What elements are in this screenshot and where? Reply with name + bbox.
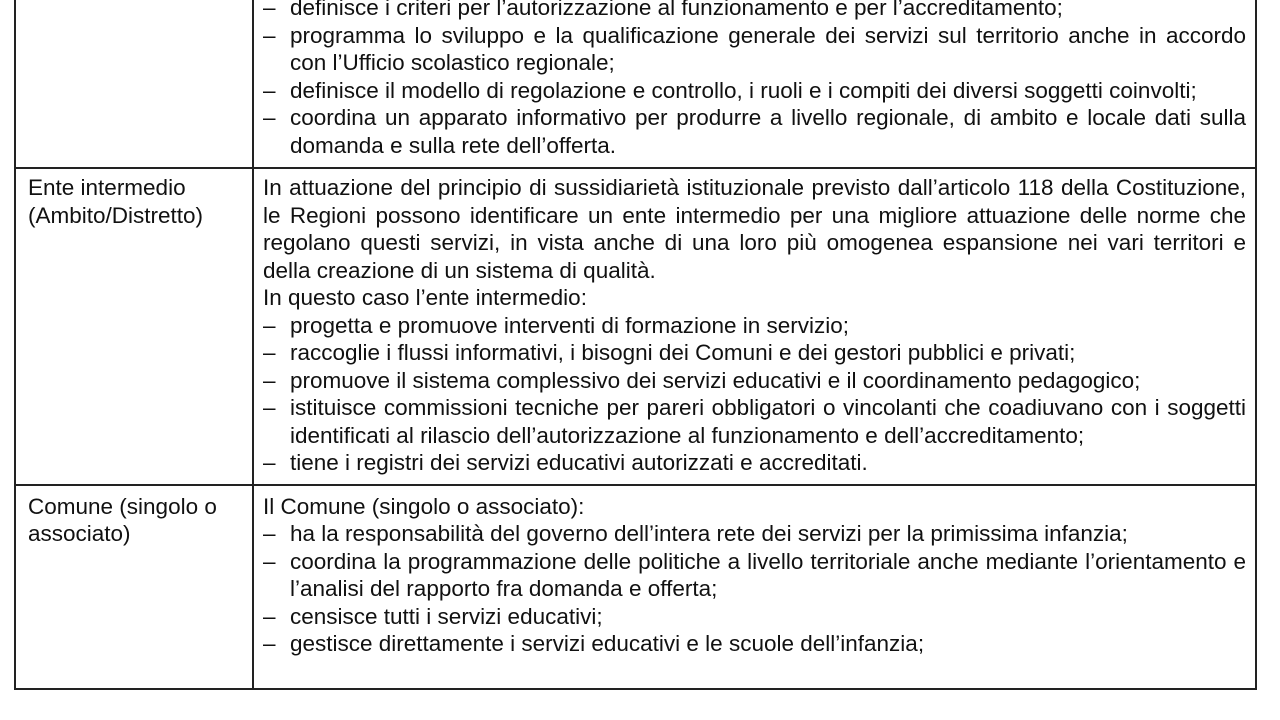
description-paragraph: Il Comune (singolo o associato):: [263, 493, 585, 519]
list-item-text: tiene i registri dei servizi educativi autorizzati e accreditati.: [290, 450, 868, 475]
dash-bullet: –: [263, 312, 276, 338]
dash-bullet: –: [263, 548, 276, 574]
description-cell: [253, 0, 1256, 168]
list-item-text: raccoglie i flussi informativi, i bisogni dei Comuni e dei gestori pubblici e privati;: [290, 340, 1076, 365]
list-item-text: coordina un apparato informativo per produrre a livello regionale, di ambito e locale dati sulla domanda e sulla rete dell’offerta.: [290, 105, 1246, 158]
list-item-text: ha la responsabilità del governo dell’intera rete dei servizi per la primissima infanzia;: [290, 521, 1128, 546]
description-cell: [253, 485, 1256, 689]
list-item: [263, 22, 1246, 77]
list-item-text: definisce i criteri per l’autorizzazione al funzionamento e per l’accreditamento;: [290, 0, 1063, 20]
list-item: [263, 104, 1246, 159]
dash-bullet: –: [263, 521, 276, 546]
list-item: [263, 312, 1246, 340]
entity-name: Ente intermedio (Ambito/Distretto): [28, 175, 204, 228]
list-item-text: definisce il modello di regolazione e controllo, i ruoli e i compiti dei diversi soggetti coinvolti;: [290, 77, 1197, 103]
dash-bullet: –: [263, 603, 276, 629]
entity-cell: [15, 168, 253, 485]
list-item: [263, 630, 1246, 658]
table-row: [15, 168, 1256, 485]
dash-bullet: –: [263, 395, 276, 420]
list-item: [263, 548, 1246, 603]
table-row: [15, 485, 1256, 689]
dash-bullet: –: [263, 340, 276, 365]
duty-list: [263, 0, 1246, 159]
list-item: [263, 0, 1246, 22]
dash-bullet: –: [263, 631, 276, 656]
list-item: [263, 603, 1246, 631]
dash-bullet: –: [263, 77, 276, 103]
duty-list: [263, 520, 1246, 658]
table-row: [15, 0, 1256, 168]
list-item: [263, 520, 1246, 548]
entity-name: Comune (singolo o associato): [28, 493, 217, 546]
list-item: [263, 449, 1246, 477]
list-item: [263, 77, 1246, 105]
description-paragraph: In questo caso l’ente intermedio:: [263, 285, 587, 310]
list-item-text: istituisce commissioni tecniche per pareri obbligatori o vincolanti che coadiuvano con i soggetti identificati al rilascio dell’autorizzazione al funzionamento e dell’accreditamento;: [290, 395, 1246, 448]
list-item-text: gestisce direttamente i servizi educativi e le scuole dell’infanzia;: [290, 631, 925, 656]
list-item: [263, 339, 1246, 367]
list-item-text: progetta e promuove interventi di formazione in servizio;: [290, 312, 850, 338]
duty-list: [263, 312, 1246, 477]
list-item: [263, 367, 1246, 395]
dash-bullet: –: [263, 105, 276, 130]
dash-bullet: –: [263, 450, 276, 475]
list-item: [263, 394, 1246, 449]
dash-bullet: –: [263, 0, 276, 20]
list-item-text: censisce tutti i servizi educativi;: [290, 603, 603, 629]
dash-bullet: –: [263, 22, 276, 48]
entity-cell: [15, 0, 253, 168]
list-item-text: promuove il sistema complessivo dei servizi educativi e il coordinamento pedagogico;: [290, 367, 1141, 393]
entity-cell: [15, 485, 253, 689]
description-cell: [253, 168, 1256, 485]
responsibilities-table: [14, 0, 1257, 690]
list-item-text: programma lo sviluppo e la qualificazione generale dei servizi sul territorio anche in accordo con l’Ufficio scolastico regionale;: [290, 22, 1246, 75]
dash-bullet: –: [263, 367, 276, 393]
list-item-text: coordina la programmazione delle politiche a livello territoriale anche mediante l’orientamento e l’analisi del rapporto fra domanda e offerta;: [290, 548, 1246, 601]
description-paragraph: In attuazione del principio di sussidiarietà istituzionale previsto dall’articolo 118 della Costituzione, le Regioni possono identificare un ente intermedio per una migliore attuazione delle norme che regolano questi servizi, in vista anche di una loro più omogenea espansione nei vari territori e della creazione di un sistema di qualità.: [263, 175, 1246, 283]
